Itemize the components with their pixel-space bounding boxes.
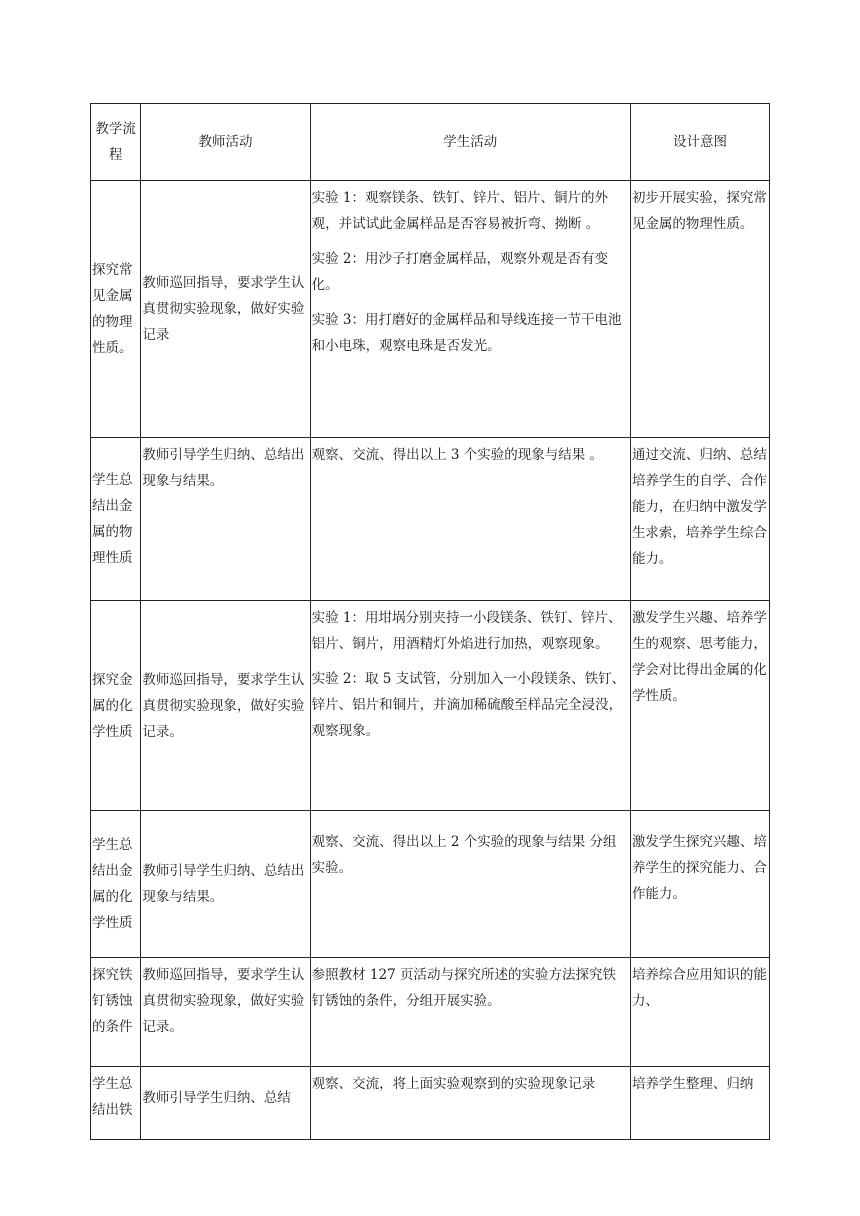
table-row: [91, 181, 770, 438]
student-paragraph: 观察、交流，将上面实验观察到的实验现象记录: [311, 1076, 596, 1092]
student-paragraph: 实验 3：用打磨好的金属样品和导线连接一节干电池和小电珠，观察电珠是否发光。: [311, 312, 622, 354]
student-paragraph: 实验 2：取 5 支试管，分别加入一小段镁条、铁钉、锌片、铝片和铜片，并滴加稀硫酸至样品完全浸没，观察现象。: [311, 671, 626, 739]
stage-cell: 学生总结出金属的化学性质: [91, 811, 141, 958]
teacher-cell: 教师巡回指导，要求学生认真贯彻实验现象，做好实验记录: [141, 181, 310, 438]
table-row: [91, 811, 770, 958]
header-teacher: 教师活动: [141, 104, 310, 181]
intent-cell: 激发学生探究兴趣、培养学生的探究能力、合作能力。: [630, 811, 769, 958]
stage-cell: 学生总结出铁: [91, 1067, 141, 1140]
lesson-plan-table: [90, 103, 770, 1140]
student-cell: [310, 1067, 630, 1140]
teacher-cell: 教师巡回指导，要求学生认真贯彻实验现象，做好实验记录。: [141, 958, 310, 1067]
teacher-cell: 教师巡回指导，要求学生认真贯彻实验现象，做好实验记录。: [141, 601, 310, 811]
student-cell: [310, 811, 630, 958]
student-paragraph: 观察、交流、得出以上 2 个实验的现象与结果 分组实验。: [311, 834, 617, 876]
student-paragraph: 实验 1：用坩埚分别夹持一小段镁条、铁钉、锌片、铝片、铜片，用酒精灯外焰进行加热，观察现象。: [311, 610, 622, 652]
student-cell: [310, 181, 630, 438]
intent-cell: 初步开展实验，探究常见金属的物理性质。: [630, 181, 769, 438]
header-stage: 教学流程: [91, 104, 141, 181]
teacher-cell: 教师引导学生归纳、总结: [141, 1067, 310, 1140]
student-paragraph: 实验 2：用沙子打磨金属样品，观察外观是否有变化。: [311, 251, 608, 293]
stage-cell: 学生总结出金属的物理性质: [91, 438, 141, 601]
student-paragraph: 实验 1：观察镁条、铁钉、锌片、铝片、铜片的外观，并试试此金属样品是否容易被折弯、拗断 。: [311, 190, 608, 232]
student-cell: [310, 601, 630, 811]
teacher-cell: 教师引导学生归纳、总结出现象与结果。: [141, 811, 310, 958]
table-row: [91, 601, 770, 811]
lesson-plan-sheet: [90, 103, 770, 1140]
table-row: [91, 958, 770, 1067]
student-paragraph: 观察、交流、得出以上 3 个实验的现象与结果 。: [311, 447, 604, 463]
header-intent: 设计意图: [630, 104, 769, 181]
stage-cell: 探究铁钉锈蚀的条件: [91, 958, 141, 1067]
teacher-cell: 教师引导学生归纳、总结出现象与结果。: [141, 438, 310, 601]
table-row: [91, 1067, 770, 1140]
table-row: [91, 438, 770, 601]
stage-cell: 探究常见金属的物理性质。: [91, 181, 141, 438]
student-cell: [310, 438, 630, 601]
header-student: 学生活动: [310, 104, 630, 181]
intent-cell: 通过交流、归纳、总结培养学生的自学、合作能力，在归纳中激发学生求索，培养学生综合能力。: [630, 438, 769, 601]
student-cell: [310, 958, 630, 1067]
intent-cell: 培养学生整理、归纳: [630, 1067, 769, 1140]
intent-cell: 培养综合应用知识的能力、: [630, 958, 769, 1067]
student-paragraph: 参照教材 127 页活动与探究所述的实验方法探究铁钉锈蚀的条件，分组开展实验。: [311, 967, 616, 1009]
intent-cell: 激发学生兴趣、培养学生的观察、思考能力，学会对比得出金属的化学性质。: [630, 601, 769, 811]
stage-cell: 探究金属的化学性质: [91, 601, 141, 811]
table-header-row: [91, 104, 770, 181]
